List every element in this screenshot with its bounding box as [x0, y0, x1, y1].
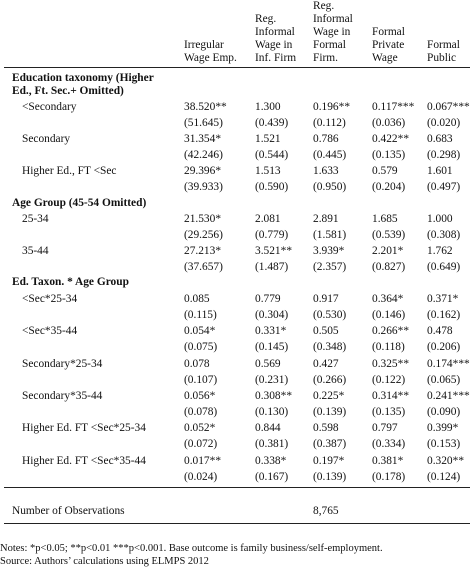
column-header-line: Private [372, 39, 405, 51]
std-error-cell: (37.657) [184, 261, 223, 273]
std-error-cell: (0.075) [184, 341, 218, 353]
row-label: <Sec*25-34 [22, 293, 78, 305]
std-error-cell: (0.112) [313, 117, 346, 129]
std-error-cell: (0.334) [372, 438, 406, 450]
coefficient-cell: 0.478 [427, 325, 453, 337]
column-header-line: Inf. Firm [255, 52, 297, 64]
std-error-cell: (0.530) [313, 309, 347, 321]
coefficient-cell: 0.786 [313, 133, 339, 145]
section-heading-line: Age Group (45-54 Omitted) [12, 197, 147, 209]
std-error-cell: (0.298) [427, 149, 461, 161]
column-header-line: Wage Emp. [184, 52, 237, 64]
std-error-cell: (2.357) [313, 261, 347, 273]
std-error-cell: (0.115) [184, 309, 217, 321]
std-error-cell: (0.539) [372, 229, 406, 241]
std-error-cell: (0.167) [255, 471, 289, 483]
coefficient-cell: 0.067*** [427, 101, 470, 113]
std-error-cell: (0.381) [255, 438, 289, 450]
column-header-line: Informal [313, 13, 353, 25]
coefficient-cell: 3.939* [313, 245, 345, 257]
std-error-cell: (1.581) [313, 229, 347, 241]
std-error-cell: (0.135) [372, 149, 406, 161]
column-header-line: Firm. [313, 52, 339, 64]
coefficient-cell: 0.225* [313, 390, 345, 402]
std-error-cell: (0.118) [372, 341, 405, 353]
std-error-cell: (0.308) [427, 229, 461, 241]
coefficient-cell: 0.308** [255, 390, 293, 402]
coefficient-cell: 0.797 [372, 422, 398, 434]
row-label: <Secondary [22, 101, 77, 113]
coefficient-cell: 21.530* [184, 213, 222, 225]
column-header-line: Reg. [313, 0, 335, 12]
row-label: Higher Ed., FT <Sec [22, 165, 117, 177]
coefficient-cell: 0.196** [313, 101, 351, 113]
column-header-line: Public [427, 52, 457, 64]
coefficient-cell: 1.513 [255, 165, 281, 177]
column-header-line: Wage in [313, 26, 351, 38]
row-label: 25-34 [22, 213, 49, 225]
std-error-cell: (0.130) [255, 406, 289, 418]
column-header-line: Wage [372, 52, 398, 64]
coefficient-cell: 0.917 [313, 293, 339, 305]
row-label: Higher Ed. FT <Sec*35-44 [22, 455, 146, 467]
std-error-cell: (0.146) [372, 309, 406, 321]
coefficient-cell: 2.891 [313, 213, 339, 225]
std-error-cell: (0.090) [427, 406, 461, 418]
coefficient-cell: 1.685 [372, 213, 398, 225]
std-error-cell: (0.072) [184, 438, 218, 450]
row-label: Secondary*35-44 [22, 390, 103, 402]
std-error-cell: (0.497) [427, 181, 461, 193]
std-error-cell: (0.779) [255, 229, 289, 241]
std-error-cell: (0.590) [255, 181, 289, 193]
std-error-cell: (0.153) [427, 438, 461, 450]
std-error-cell: (0.145) [255, 341, 289, 353]
std-error-cell: (0.439) [255, 117, 289, 129]
std-error-cell: (0.065) [427, 374, 461, 386]
std-error-cell: (0.122) [372, 374, 406, 386]
coefficient-cell: 0.331* [255, 325, 287, 337]
table-bottom-rule [4, 523, 470, 524]
std-error-cell: (0.020) [427, 117, 461, 129]
observations-value: 8,765 [313, 505, 339, 517]
coefficient-cell: 0.779 [255, 293, 281, 305]
coefficient-cell: 0.052* [184, 422, 216, 434]
coefficient-cell: 0.579 [372, 165, 398, 177]
coefficient-cell: 1.633 [313, 165, 339, 177]
std-error-cell: (0.950) [313, 181, 347, 193]
coefficient-cell: 0.241*** [427, 390, 470, 402]
coefficient-cell: 0.085 [184, 293, 210, 305]
coefficient-cell: 27.213* [184, 245, 222, 257]
std-error-cell: (0.204) [372, 181, 406, 193]
std-error-cell: (0.544) [255, 149, 289, 161]
row-label: Secondary [22, 133, 71, 145]
std-error-cell: (0.135) [372, 406, 406, 418]
coefficient-cell: 0.422** [372, 133, 410, 145]
std-error-cell: (29.256) [184, 229, 223, 241]
coefficient-cell: 0.364* [372, 293, 404, 305]
std-error-cell: (0.036) [372, 117, 406, 129]
section-heading-line: Ed., Ft. Sec.+ Omitted) [12, 85, 124, 97]
coefficient-cell: 1.601 [427, 165, 453, 177]
coefficient-cell: 1.521 [255, 133, 281, 145]
std-error-cell: (0.078) [184, 406, 218, 418]
column-header-line: Informal [255, 26, 295, 38]
row-label: 35-44 [22, 245, 49, 257]
std-error-cell: (0.387) [313, 438, 347, 450]
coefficient-cell: 0.598 [313, 422, 339, 434]
std-error-cell: (0.348) [313, 341, 347, 353]
std-error-cell: (0.139) [313, 471, 347, 483]
column-header-line: Formal [313, 39, 346, 51]
coefficient-cell: 3.521** [255, 245, 293, 257]
coefficient-cell: 0.174*** [427, 358, 470, 370]
coefficient-cell: 0.266** [372, 325, 410, 337]
column-header-line: Reg. [255, 13, 277, 25]
std-error-cell: (0.178) [372, 471, 406, 483]
std-error-cell: (0.139) [313, 406, 347, 418]
coefficient-cell: 0.056* [184, 390, 216, 402]
std-error-cell: (0.206) [427, 341, 461, 353]
std-error-cell: (0.445) [313, 149, 347, 161]
coefficient-cell: 0.399* [427, 422, 459, 434]
std-error-cell: (0.124) [427, 471, 461, 483]
column-header-line: Formal [427, 39, 460, 51]
coefficient-cell: 0.338* [255, 455, 287, 467]
row-label: <Sec*35-44 [22, 325, 78, 337]
coefficient-cell: 0.381* [372, 455, 404, 467]
coefficient-cell: 0.017** [184, 455, 222, 467]
coefficient-cell: 0.371* [427, 293, 459, 305]
header-rule [4, 67, 470, 68]
section-heading-line: Education taxonomy (Higher [12, 72, 154, 84]
std-error-cell: (0.827) [372, 261, 406, 273]
section-heading-line: Ed. Taxon. * Age Group [12, 276, 129, 288]
table-source: Source: Authors’ calculations using ELMPS 2012 [0, 556, 209, 567]
coefficient-cell: 0.117*** [372, 101, 415, 113]
std-error-cell: (0.304) [255, 309, 289, 321]
coefficient-cell: 29.396* [184, 165, 222, 177]
coefficient-cell: 38.520** [184, 101, 227, 113]
std-error-cell: (42.246) [184, 149, 223, 161]
coefficient-cell: 0.197* [313, 455, 345, 467]
coefficient-cell: 0.325** [372, 358, 410, 370]
std-error-cell: (1.487) [255, 261, 289, 273]
coefficient-cell: 0.569 [255, 358, 281, 370]
column-header-line: Wage in [255, 39, 293, 51]
coefficient-cell: 1.300 [255, 101, 281, 113]
coefficient-cell: 2.201* [372, 245, 404, 257]
std-error-cell: (51.645) [184, 117, 223, 129]
column-header-line: Irregular [184, 39, 224, 51]
coefficient-cell: 0.505 [313, 325, 339, 337]
observations-label: Number of Observations [12, 505, 125, 517]
coefficient-cell: 1.762 [427, 245, 453, 257]
coefficient-cell: 0.078 [184, 358, 210, 370]
std-error-cell: (0.231) [255, 374, 289, 386]
coefficient-cell: 0.314** [372, 390, 410, 402]
coefficient-cell: 31.354* [184, 133, 222, 145]
coefficient-cell: 0.427 [313, 358, 339, 370]
column-header-line: Formal [372, 26, 405, 38]
coefficient-cell: 0.320** [427, 455, 465, 467]
coefficient-cell: 2.081 [255, 213, 281, 225]
row-label: Higher Ed. FT <Sec*25-34 [22, 422, 146, 434]
std-error-cell: (0.649) [427, 261, 461, 273]
std-error-cell: (0.107) [184, 374, 218, 386]
coefficient-cell: 1.000 [427, 213, 453, 225]
row-label: Secondary*25-34 [22, 358, 103, 370]
coefficient-cell: 0.844 [255, 422, 281, 434]
table-notes: Notes: *p<0.05; **p<0.01 ***p<0.001. Base outcome is family business/self-employment. [0, 543, 383, 554]
coefficient-cell: 0.054* [184, 325, 216, 337]
std-error-cell: (0.024) [184, 471, 218, 483]
std-error-cell: (0.162) [427, 309, 461, 321]
observations-top-rule [4, 487, 470, 488]
std-error-cell: (39.933) [184, 181, 223, 193]
std-error-cell: (0.266) [313, 374, 347, 386]
coefficient-cell: 0.683 [427, 133, 453, 145]
